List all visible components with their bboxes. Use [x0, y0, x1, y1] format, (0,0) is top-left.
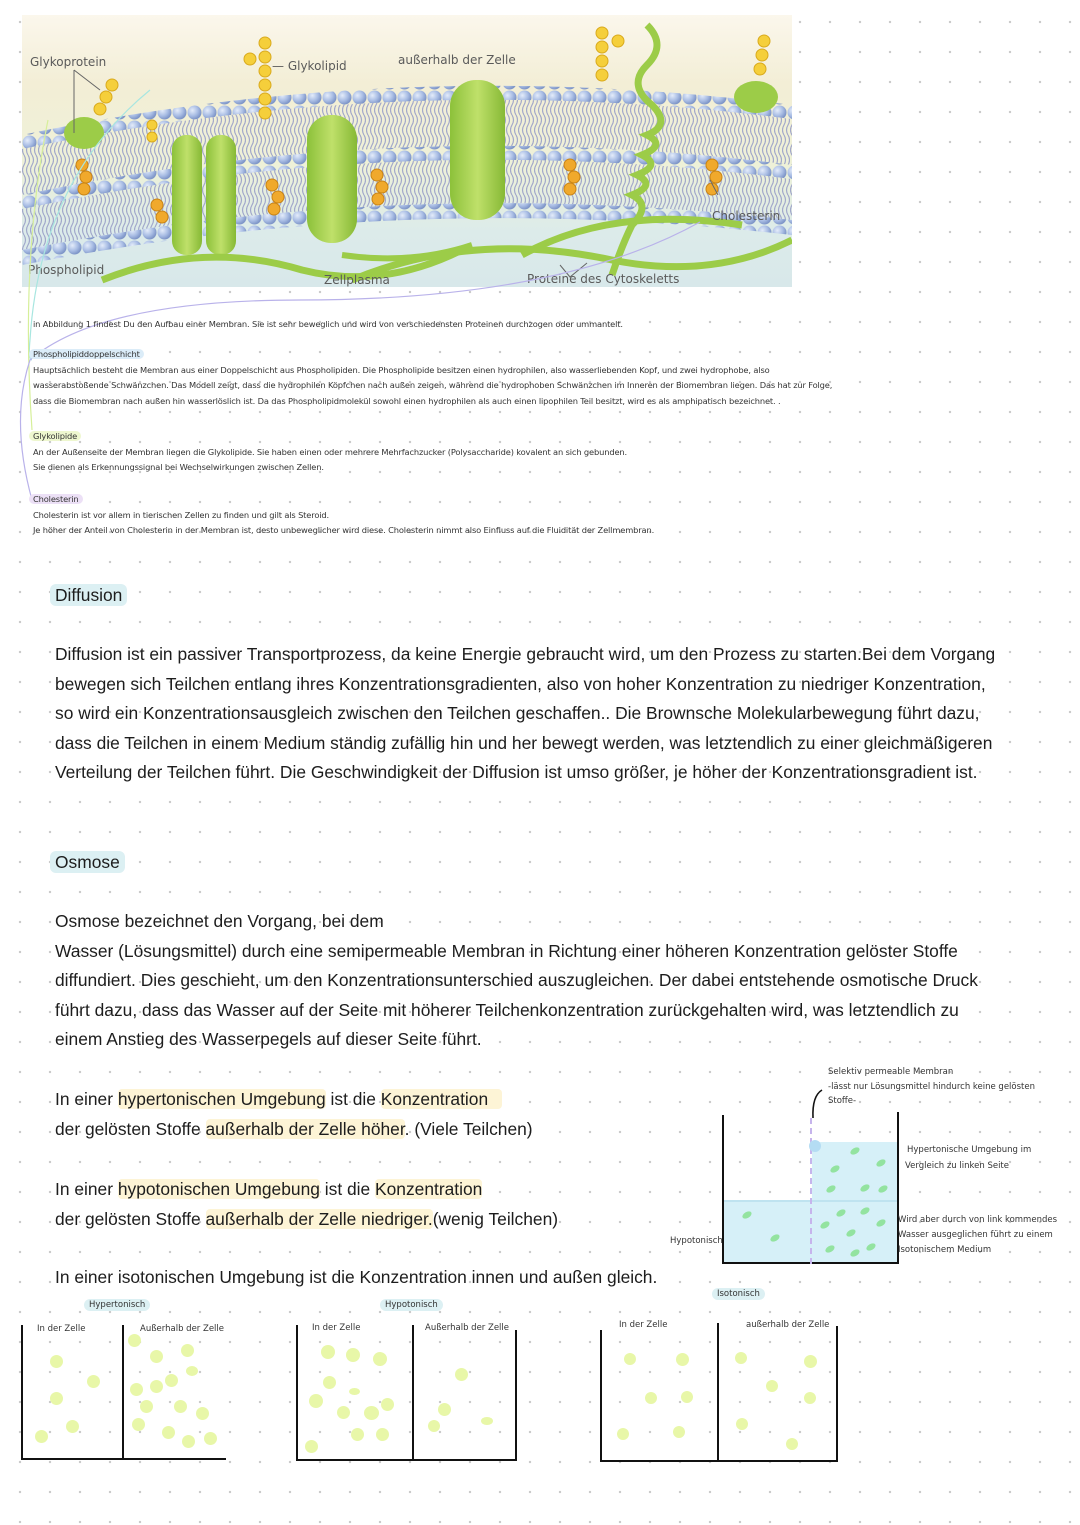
diffusion-heading	[50, 585, 127, 606]
note-phospholipid-section	[29, 347, 832, 409]
beaker-isotonic	[590, 1280, 850, 1470]
note-glykolipide-section	[29, 429, 627, 476]
membrane-label: Selektiv permeable Membran	[828, 1067, 954, 1077]
water-molecule	[809, 1140, 821, 1152]
beaker-right-label: außerhalb der Zelle	[746, 1320, 830, 1330]
membrane-description: -lässt nur Lösungsmittel hindurch keine gelösten Stoffe-	[828, 1082, 1035, 1106]
beaker-left-label: In der Zelle	[37, 1324, 86, 1334]
text: ist die	[325, 1089, 381, 1109]
highlight: hypertonischen Umgebung	[117, 1089, 326, 1109]
diffusion-line: bewegen sich Teilchen entlang ihres Konzentrationsgradienten, also von hoher Konzentration zu niedriger Konzentration,	[55, 673, 986, 694]
note-glykolipide-title: Glykolipide	[29, 431, 81, 441]
hypertonic-definition	[55, 1085, 533, 1144]
text: . (Viele Teilchen)	[404, 1118, 533, 1139]
osmose-line: einem Anstieg des Wasserpegels auf dieser Seite führt.	[55, 1029, 482, 1050]
label-glykoprotein: Glykoprotein	[30, 55, 107, 69]
osmose-title: Osmose	[50, 851, 125, 873]
text: der gelösten Stoffe	[55, 1118, 206, 1139]
highlight: hypotonischen Umgebung	[117, 1179, 320, 1199]
label-glykolipid: — Glykolipid	[272, 59, 347, 73]
note-glykolipide-line: An der Außenseite der Membran liegen die Glykolipide. Sie haben einen oder mehrere Mehrfachzucker (Polysaccharide) kovalent an sich gebunden.	[33, 446, 627, 457]
note-intro: in Abbildung 1 findest Du den Aufbau einer Membran. Sie ist sehr beweglich und wird von verschiedensten Proteinen durchzogen oder ummantelt.	[33, 319, 623, 329]
label-zellplasma: Zellplasma	[324, 273, 390, 287]
beaker-left-label: In der Zelle	[619, 1320, 668, 1330]
diffusion-paragraph	[55, 640, 1055, 788]
note-cholesterin-section	[29, 492, 654, 539]
osmose-line: diffundiert. Dies geschieht, um den Konzentrationsunterschied auszugleichen. Der dabei entstehende osmotische Druck	[55, 970, 978, 991]
beaker-hypertonic	[10, 1290, 240, 1470]
osmose-line: Wasser (Lösungsmittel) durch eine semipermeable Membran in Richtung einer höheren Konzentration gelöster Stoffe	[55, 940, 958, 961]
note-phospholipid-title: Phospholipiddoppelschicht	[29, 349, 144, 359]
beaker-title: Hypertonisch	[84, 1299, 150, 1311]
diffusion-line: Diffusion ist ein passiver Transportprozess, da keine Energie gebraucht wird, um den Prozess zu starten.Bei dem Vorgang	[55, 644, 996, 664]
equalization-label: Wasser ausgeglichen führt zu einem	[898, 1230, 1053, 1240]
isotonic-definition: In einer isotonischen Umgebung ist die Konzentration innen und außen gleich.	[55, 1267, 658, 1287]
text: In einer	[55, 1179, 118, 1199]
equalization-label: Isotonischem Medium	[898, 1245, 992, 1255]
diffusion-line: so wird ein Konzentrationsausgleich zwischen den Teilchen geschaffen.. Die Brownsche Molekularbewegung führt dazu,	[55, 703, 980, 724]
hypotonic-side-label: Hypotonisch	[670, 1236, 723, 1246]
beaker-left-label: In der Zelle	[312, 1323, 361, 1333]
osmose-heading	[50, 852, 125, 873]
text: der gelösten Stoffe	[55, 1208, 206, 1229]
hypertonic-side-label: Hypertonische Umgebung im	[907, 1145, 1032, 1155]
beaker-right-label: Außerhalb der Zelle	[140, 1324, 225, 1334]
osmose-line: führt dazu, dass das Wasser auf der Seite mit höherer Teilchenkonzentration zurückgehalten wird, was letztendlich zu	[55, 999, 959, 1020]
water-left	[722, 1202, 812, 1262]
note-cholesterin-line: Je höher der Anteil von Cholesterin in der Membran ist, desto unbeweglicher wird diese. Cholesterin nimmt also Einfluss auf die Fluidität der Zellmembran.	[33, 525, 655, 535]
diffusion-line: dass die Teilchen in einem Medium ständig zufällig hin und her bewegt werden, was letztendlich zu einer gleichmäßigeren	[55, 732, 993, 753]
hypotonic-definition	[55, 1175, 558, 1234]
text: (wenig Teilchen)	[432, 1208, 559, 1229]
osmose-paragraph	[55, 907, 1055, 1055]
osmosis-diagram	[660, 1060, 1060, 1280]
diffusion-title: Diffusion	[50, 584, 127, 606]
osmose-line: Osmose bezeichnet den Vorgang, bei dem	[55, 911, 384, 931]
highlight: Konzentration	[381, 1089, 502, 1109]
equalization-label: Wird aber durch von link kommendes	[898, 1215, 1058, 1225]
beaker-hypotonic	[285, 1290, 525, 1470]
highlight: außerhalb der Zelle höher	[205, 1118, 405, 1139]
highlight: Konzentration	[375, 1179, 483, 1199]
diffusion-line: Verteilung der Teilchen führt. Die Geschwindigkeit der Diffusion ist umso größer, je höher der Konzentrationsgradient ist.	[55, 762, 978, 783]
hypertonic-side-label: Vergleich zu linken Seite	[905, 1161, 1009, 1171]
note-glykolipide-line: Sie dienen als Erkennungssignal bei Wechselwirkungen zwischen Zellen.	[33, 462, 324, 472]
beaker-right-label: Außerhalb der Zelle	[425, 1323, 510, 1333]
text: In einer	[55, 1089, 118, 1109]
note-phospholipid-line: Hauptsächlich besteht die Membran aus einer Doppelschicht aus Phospholipiden. Die Phospholipide besitzen einen hydrophilen, also wasserliebenden Kopf, und zwei hydrophobe, also	[33, 364, 770, 375]
beaker-title: Isotonisch	[712, 1288, 765, 1300]
label-cholesterin: Cholesterin	[712, 209, 781, 223]
note-phospholipid-line: dass die Biomembran nach außen hin wasserlöslich ist. Da das Phospholipidmolekül sowohl einen hydrophilen als auch einen lipophilen Teil besitzt, wird es als amphipatisch bezeichnet. .	[33, 395, 781, 406]
label-ausserhalb: außerhalb der Zelle	[398, 53, 516, 67]
label-cytoskelett: Proteine des Cytoskeletts	[527, 272, 680, 286]
label-phospholipid: Phospholipid	[28, 263, 105, 277]
highlight: außerhalb der Zelle niedriger.	[205, 1208, 433, 1229]
membrane-pointer	[808, 1088, 828, 1120]
beaker-title: Hypotonisch	[380, 1299, 443, 1311]
note-cholesterin-line: Cholesterin ist vor allem in tierischen Zellen zu finden und gilt als Steroid.	[33, 509, 330, 520]
note-phospholipid-line: wasserabstoßende Schwänzchen. Das Modell zeigt, dass die hydrophilen Köpfchen nach außen zeigen, während die hydrophoben Schwänzchen im Inneren der Biomembran liegen. Das hat zur Folge,	[33, 380, 833, 390]
text: ist die	[319, 1179, 376, 1199]
note-cholesterin-title: Cholesterin	[29, 494, 83, 504]
